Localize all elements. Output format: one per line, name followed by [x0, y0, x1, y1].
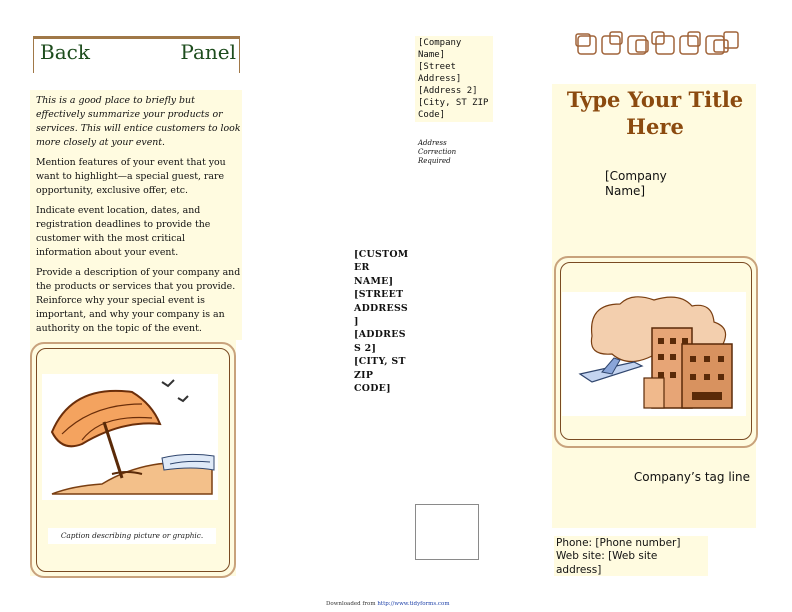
front-company-name: [Company Name] [605, 169, 667, 198]
address-correction-line: Address [418, 139, 447, 147]
address-correction-line: Required [418, 157, 451, 165]
return-address-line: [City, ST ZIP [418, 98, 489, 108]
back-panel-title: Back Panel [40, 40, 236, 64]
return-address-line: Address] [418, 74, 462, 84]
address-correction [418, 139, 498, 166]
back-panel-paragraph: Mention features of your event that you want to highlight—a special guest, rare opportunity, exclusive offer, etc. [36, 157, 226, 196]
return-address-line: Code] [418, 110, 446, 120]
download-footer-prefix: Downloaded from [326, 601, 378, 607]
stamp-placeholder [415, 504, 479, 560]
customer-address-line: [STREET [354, 289, 404, 301]
customer-address-line: ER [354, 262, 370, 274]
return-address [418, 37, 498, 121]
return-address-line: [Company [418, 38, 462, 48]
customer-address-line: S 2] [354, 342, 377, 354]
front-website: Web site: [Web site address] [556, 550, 658, 576]
customer-address [354, 248, 418, 395]
beach-umbrella-icon [42, 374, 218, 500]
beach-umbrella-image [42, 374, 218, 500]
customer-address-line: ] [354, 316, 359, 328]
hotel-airplane-icon [562, 292, 746, 416]
back-panel-paragraph: Provide a description of your company and the products or services that you provide. Reinforce why your special event is important, and why your company is an authority on the topic of the event. [36, 267, 241, 334]
back-panel-paragraph: This is a good place to briefly but effectively summarize your products or services. This will entice customers to look more closely at your event. [36, 95, 241, 148]
customer-address-line: NAME] [354, 275, 394, 287]
back-panel-paragraph: Indicate event location, dates, and registration deadlines to provide the customer with the most critical information about your event. [36, 205, 211, 258]
back-panel-body [36, 94, 242, 342]
customer-address-line: [ADDRES [354, 329, 406, 341]
picture-caption: Caption describing picture or graphic. [48, 528, 216, 544]
customer-address-line: ADDRESS [354, 302, 408, 314]
decorative-squares [574, 30, 744, 58]
customer-address-line: [CITY, ST [354, 356, 406, 368]
return-address-line: Name] [418, 50, 446, 60]
return-address-line: [Street [418, 62, 456, 72]
download-footer [326, 601, 526, 607]
front-title: Type Your Title Here [566, 87, 744, 139]
customer-address-line: CODE] [354, 383, 391, 395]
decorative-squares-icon [574, 30, 744, 58]
customer-address-line: ZIP [354, 369, 374, 381]
download-footer-link[interactable]: http://www.tidyforms.com [377, 601, 450, 607]
front-tagline: Company’s tag line [633, 470, 750, 484]
return-address-line: [Address 2] [418, 86, 478, 96]
customer-address-line: [CUSTOM [354, 249, 409, 260]
hotel-airplane-image [562, 292, 746, 416]
address-correction-line: Correction [418, 148, 457, 156]
front-phone: Phone: [Phone number] [556, 537, 681, 549]
